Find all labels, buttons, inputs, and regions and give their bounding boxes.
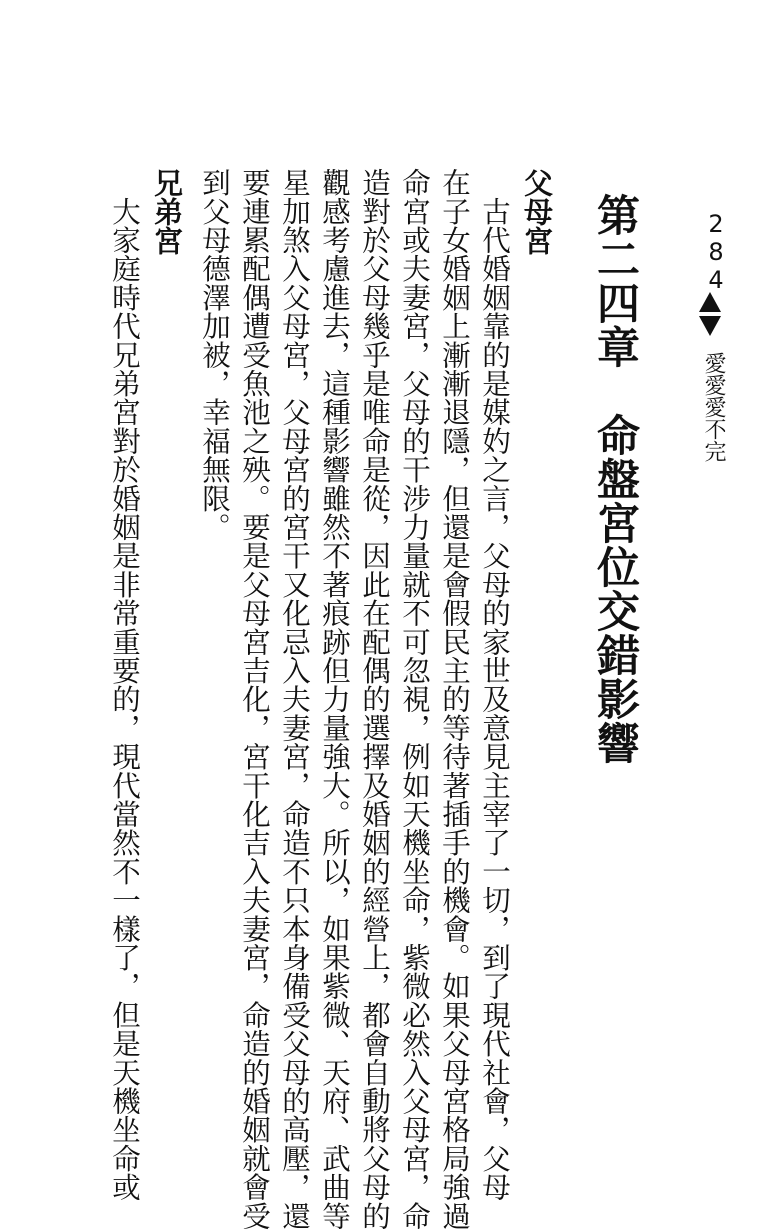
chapter-title: 第二四章 命盤宮位交錯影響 — [590, 193, 640, 765]
body-line: 古代婚姻靠的是媒妁之言，父母的家世及意見主宰了一切，到了現代社會，父母 — [478, 168, 511, 1202]
body-line: 要連累配偶遭受魚池之殃。要是父母宮吉化，宮干化吉入夫妻宮，命造的婚姻就會受 — [238, 168, 271, 1230]
up-arrow-icon — [699, 292, 721, 312]
body-line: 命宮或夫妻宮，父母的干涉力量就不可忽視，例如天機坐命，紫微必然入父母宮，命 — [398, 168, 431, 1230]
page-number: 284 — [702, 210, 730, 294]
book-title: 愛愛愛不完 — [701, 352, 726, 462]
body-line: 在子女婚姻上漸漸退隱，但還是會假民主的等待著插手的機會。如果父母宮格局強過 — [438, 168, 471, 1230]
section-heading-parents — [522, 168, 560, 255]
body-line: 星加煞入父母宮，父母宮的宮干又化忌入夫妻宮，命造不只本身備受父母的高壓，還 — [278, 168, 311, 1230]
section-heading-siblings — [152, 168, 190, 255]
body-line: 造對於父母幾乎是唯命是從，因此在配偶的選擇及婚姻的經營上，都會自動將父母的 — [358, 168, 391, 1230]
body-line: 大家庭時代兄弟宮對於婚姻是非常重要的，現代當然不一樣了，但是天機坐命或 — [108, 168, 141, 1202]
section-heading-text: 兄弟宮 — [150, 168, 184, 255]
body-line: 到父母德澤加被，幸福無限。 — [198, 168, 231, 542]
body-line: 觀感考慮進去，這種影響雖然不著痕跡但力量強大。所以，如果紫微、天府、武曲等 — [318, 168, 351, 1230]
page-nav-arrows-icon — [697, 290, 723, 338]
section-heading-text: 父母宮 — [520, 168, 554, 255]
down-arrow-icon — [699, 316, 721, 336]
